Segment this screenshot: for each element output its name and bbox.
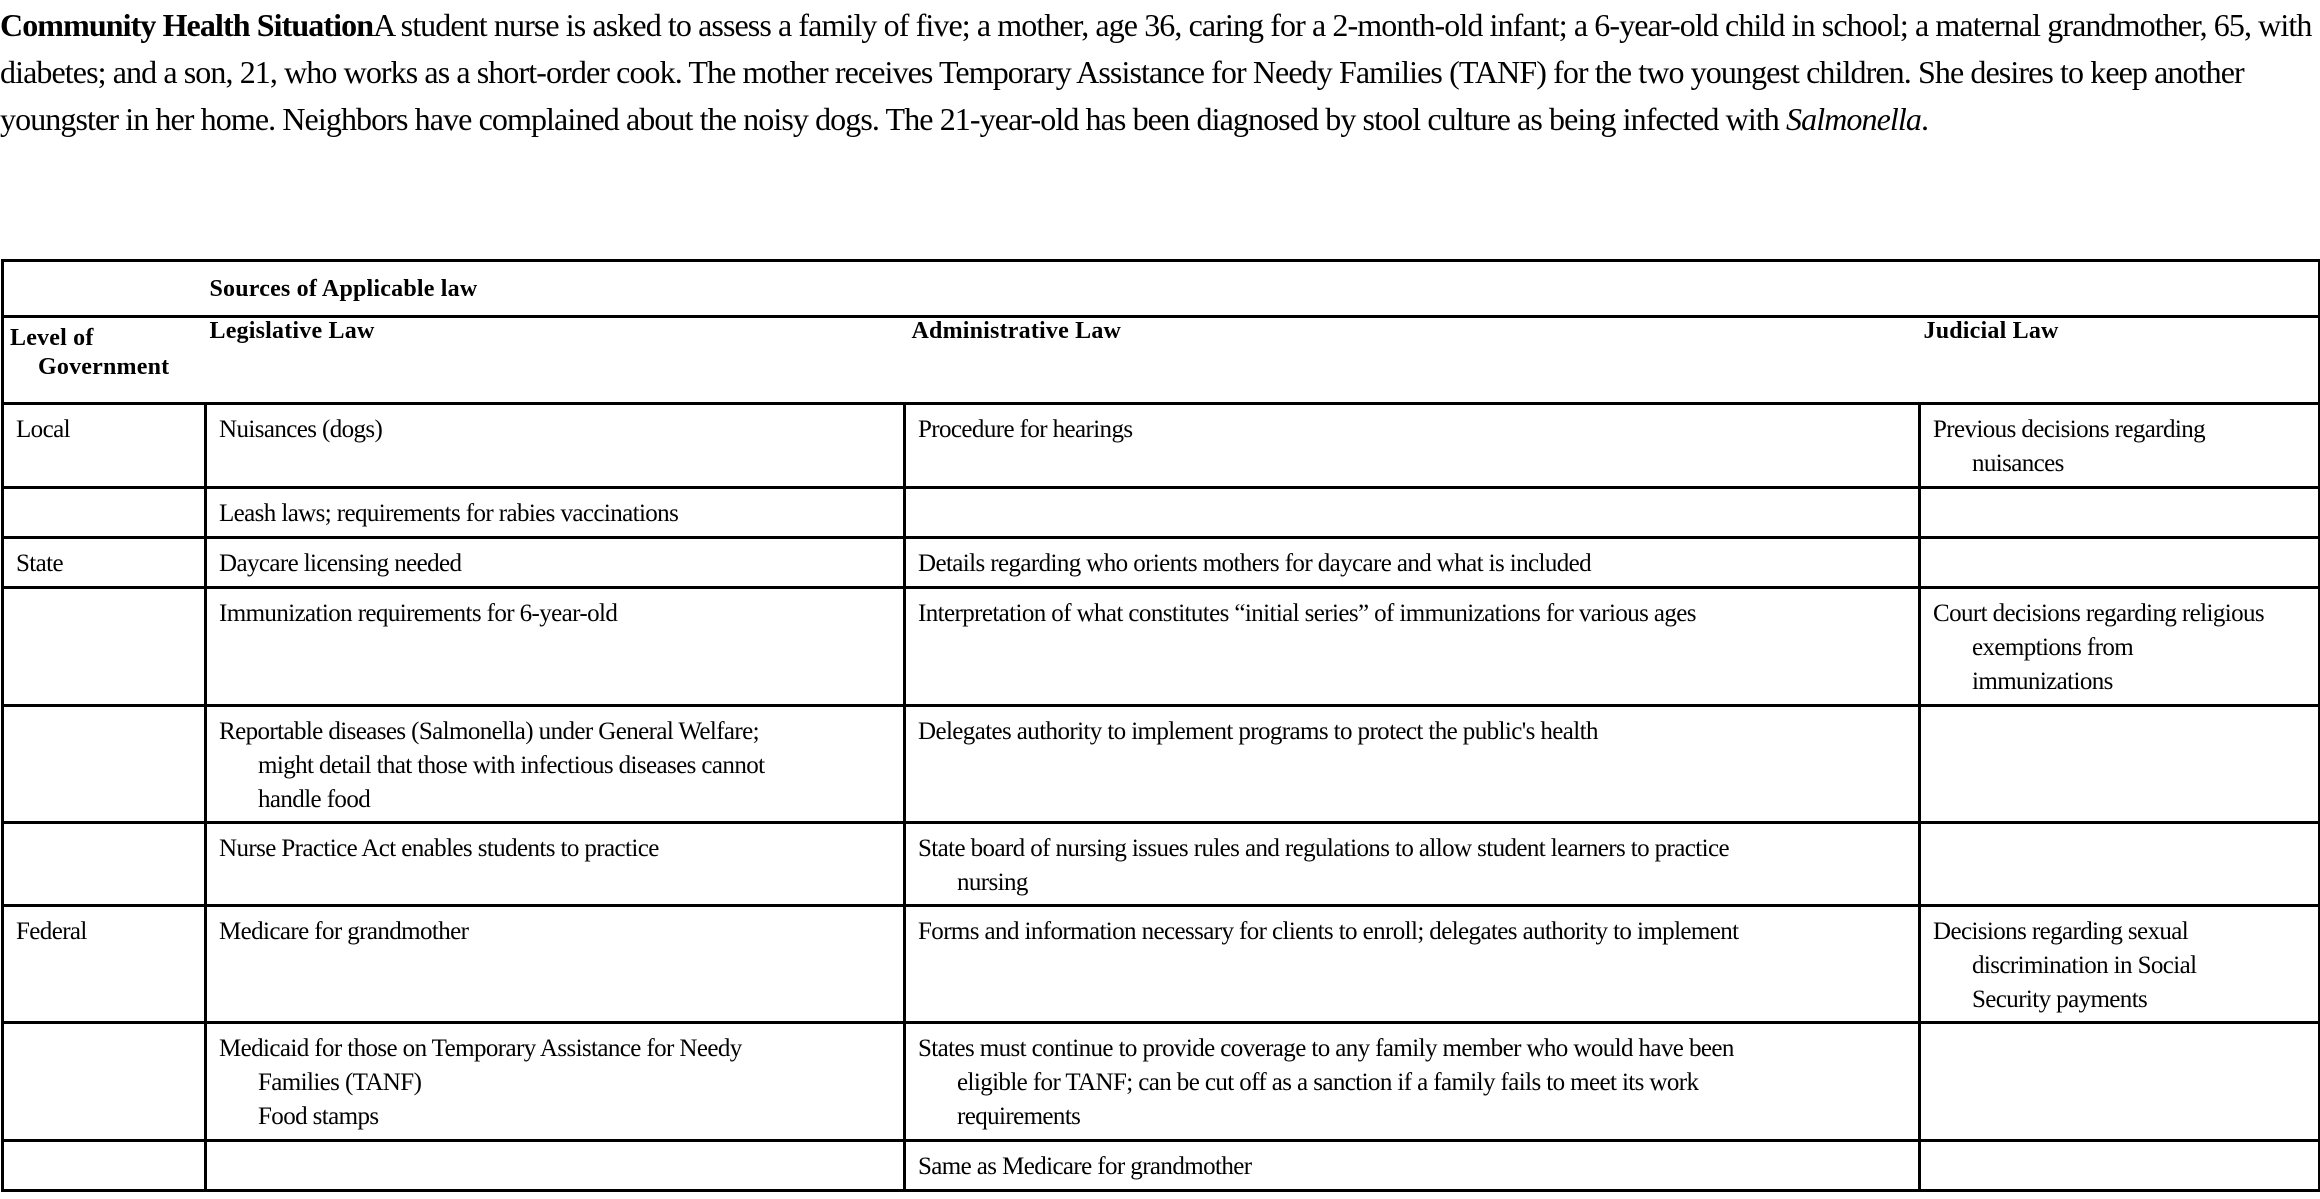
cell-text-line: Government	[38, 354, 170, 380]
cell-text-line: Court decisions regarding religious	[1933, 600, 2265, 627]
cell-text-line: Nuisances (dogs)	[219, 416, 383, 443]
cell-text-line: immunizations	[1972, 668, 2113, 695]
table-row	[3, 538, 2320, 588]
cell-text-line: Same as Medicare for grandmother	[918, 1153, 1252, 1180]
judicial-cell	[1920, 706, 2320, 823]
situation-title: Community Health Situation	[0, 7, 374, 43]
level-cell	[3, 706, 206, 823]
administrative-cell	[905, 706, 1920, 823]
table-row	[3, 1023, 2320, 1141]
legislative-cell	[206, 823, 905, 906]
administrative-cell	[905, 823, 1920, 906]
legislative-cell	[206, 538, 905, 588]
cell-text-line: Sources of Applicable law	[209, 276, 478, 302]
cell-text-line: nuisances	[1972, 450, 2064, 477]
sources-of-applicable-law-header	[206, 261, 2320, 317]
judicial-cell	[1920, 823, 2320, 906]
table-row	[3, 706, 2320, 823]
cell-text-line: Details regarding who orients mothers for daycare and what is included	[918, 550, 1592, 577]
cell-text-line: Local	[16, 416, 70, 443]
cell-text-line: Procedure for hearings	[918, 416, 1133, 443]
cell-text-line: Level of	[10, 325, 94, 351]
cell-text-line: Nurse Practice Act enables students to practice	[219, 835, 659, 862]
level-cell	[3, 488, 206, 538]
legislative-cell	[206, 906, 905, 1023]
table-row	[3, 488, 2320, 538]
cell-text-line: Administrative Law	[911, 318, 1122, 344]
judicial-cell	[1920, 906, 2320, 1023]
table-row	[3, 1141, 2320, 1191]
legislative-cell	[206, 588, 905, 706]
table-row	[3, 404, 2320, 488]
group-header-row	[3, 261, 2320, 317]
level-cell	[3, 1023, 206, 1141]
administrative-cell	[905, 404, 1920, 488]
legislative-law-header	[206, 317, 905, 404]
cell-text-line: State	[16, 550, 63, 577]
cell-text-line: Reportable diseases (Salmonella) under General Welfare;	[219, 718, 759, 745]
cell-text-line: Leash laws; requirements for rabies vaccinations	[219, 500, 679, 527]
cell-text-line: Interpretation of what constitutes “initial series” of immunizations for various ages	[918, 600, 1696, 627]
judicial-cell	[1920, 1023, 2320, 1141]
cell-text-line: Forms and information necessary for clients to enroll; delegates authority to implement	[918, 918, 1739, 945]
situation-text: A student nurse is asked to assess a family of five; a mother, age 36, caring for a 2-month-old infant; a 6-year-old child in school; a maternal grandmother, 65, with diabetes; and a son, 21, who works as a short-order cook. The mother receives Temporary Assistance for Needy Families (TANF) for the two youngest children. She desires to keep another youngster in her home. Neighbors have complained about the noisy dogs. The 21-year-old has been diagnosed by stool culture as being infected with	[0, 7, 2312, 137]
cell-text-line: handle food	[258, 786, 371, 813]
administrative-cell	[905, 906, 1920, 1023]
cell-text-line: Legislative Law	[209, 318, 375, 344]
level-cell	[3, 906, 206, 1023]
cell-text-line: Delegates authority to implement programs to protect the public's health	[918, 718, 1598, 745]
judicial-cell	[1920, 404, 2320, 488]
group-header-spacer	[3, 261, 206, 317]
cell-text-line: Medicare for grandmother	[219, 918, 469, 945]
cell-text-line: eligible for TANF; can be cut off as a sanction if a family fails to meet its work	[957, 1069, 1699, 1096]
cell-text-line: Daycare licensing needed	[219, 550, 462, 577]
administrative-cell	[905, 588, 1920, 706]
administrative-cell	[905, 488, 1920, 538]
level-cell	[3, 404, 206, 488]
administrative-cell	[905, 1141, 1920, 1191]
community-health-situation-paragraph	[0, 0, 2318, 143]
legislative-cell	[206, 1023, 905, 1141]
cell-text-line: Medicaid for those on Temporary Assistance for Needy	[219, 1035, 742, 1062]
legislative-cell	[206, 1141, 905, 1191]
administrative-law-header	[905, 317, 1920, 404]
cell-text-line: Security payments	[1972, 986, 2148, 1013]
cell-text-line: State board of nursing issues rules and regulations to allow student learners to practice	[918, 835, 1729, 862]
legislative-cell	[206, 706, 905, 823]
table-row	[3, 823, 2320, 906]
cell-text-line: nursing	[957, 869, 1028, 896]
cell-text-line: requirements	[957, 1103, 1081, 1130]
cell-text-line: Federal	[16, 918, 87, 945]
level-cell	[3, 823, 206, 906]
organism-name: Salmonella	[1786, 101, 1922, 137]
cell-text-line: Decisions regarding sexual	[1933, 918, 2189, 945]
cell-text-line: Food stamps	[258, 1103, 379, 1130]
level-cell	[3, 538, 206, 588]
judicial-law-header	[1920, 317, 2320, 404]
cell-text-line: Families (TANF)	[258, 1069, 422, 1096]
cell-text-line: exemptions from	[1972, 634, 2134, 661]
cell-text-line: Immunization requirements for 6-year-old	[219, 600, 618, 627]
legislative-cell	[206, 488, 905, 538]
cell-text-line: might detail that those with infectious diseases cannot	[258, 752, 765, 779]
administrative-cell	[905, 538, 1920, 588]
judicial-cell	[1920, 538, 2320, 588]
cell-text-line: Previous decisions regarding	[1933, 416, 2206, 443]
column-header-row	[3, 317, 2320, 404]
cell-text-line: States must continue to provide coverage to any family member who would have been	[918, 1035, 1734, 1062]
situation-text-end: .	[1921, 101, 1929, 137]
table-row	[3, 588, 2320, 706]
cell-text-line: Judicial Law	[1923, 318, 2059, 344]
judicial-cell	[1920, 488, 2320, 538]
level-of-government-header	[3, 317, 206, 404]
cell-text-line: discrimination in Social	[1972, 952, 2197, 979]
applicable-law-table	[1, 259, 2320, 1192]
level-cell	[3, 1141, 206, 1191]
legislative-cell	[206, 404, 905, 488]
table-row	[3, 906, 2320, 1023]
judicial-cell	[1920, 1141, 2320, 1191]
level-cell	[3, 588, 206, 706]
administrative-cell	[905, 1023, 1920, 1141]
judicial-cell	[1920, 588, 2320, 706]
